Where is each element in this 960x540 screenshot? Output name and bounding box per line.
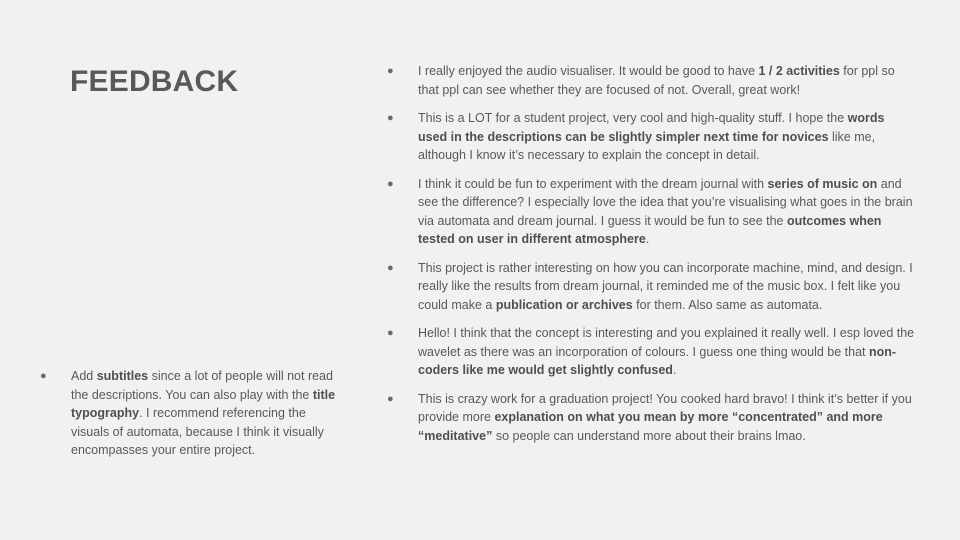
text-run: since a lot of people will not read the descriptions. You can also play with the (71, 369, 333, 402)
text-run: Hello! I think that the concept is interesting and you explained it really well. I esp loved the wavelet as there was an incorporation of colours. I guess one thing would be that (418, 326, 915, 359)
text-run: Add (71, 369, 97, 383)
text-run: . (645, 232, 650, 246)
text-run: so people can understand more about their brains lmao. (492, 428, 806, 443)
feedback-item (387, 324, 917, 380)
feedback-text (418, 62, 917, 99)
text-run-bold: explanation on what you mean by more “concentrated” and more “meditative” (418, 410, 883, 443)
feedback-text (418, 390, 917, 446)
text-run: for ppl so that ppl can see whether they are focused of not. Overall, great work! (418, 64, 895, 97)
feedback-item (387, 62, 917, 99)
feedback-item (387, 390, 917, 446)
bullet-icon: ● (40, 370, 47, 382)
feedback-text (418, 109, 917, 165)
text-run: This project is rather interesting on how you can incorporate machine, mind, and design. I really like the results from dream journal, it reminded me of the music box. I felt like you could make a (418, 260, 913, 312)
bullet-icon: ● (387, 392, 394, 405)
text-run-bold: non-coders like me would get slightly confused (418, 344, 897, 377)
text-run-bold: outcomes when tested on user in different atmosphere (418, 213, 882, 246)
text-run-bold: subtitles (96, 369, 149, 383)
text-run-bold: series of music on (767, 176, 878, 191)
bullet-icon: ● (387, 112, 394, 124)
left-feedback-item (40, 367, 340, 460)
feedback-text (418, 259, 917, 315)
bullet-icon: ● (387, 177, 394, 190)
feedback-item (387, 259, 917, 315)
feedback-item (387, 109, 917, 165)
text-run-bold: 1 / 2 activities (758, 64, 840, 78)
text-run: for them. Also same as automata. (632, 297, 823, 312)
text-run: I think it could be fun to experiment with the dream journal with (418, 176, 768, 191)
feedback-item (387, 175, 917, 249)
feedback-list (387, 62, 917, 455)
text-run: I really enjoyed the audio visualiser. It would be good to have (418, 64, 759, 78)
bullet-icon: ● (387, 327, 394, 339)
feedback-text (71, 367, 340, 460)
text-run-bold: title typography (71, 387, 336, 420)
text-run: This is crazy work for a graduation project! You cooked hard bravo! I think it’s better if you provide more (418, 391, 912, 424)
text-run: and see the difference? I especially love the idea that you’re visualising what goes in the brain via automata and dream journal. I guess it would be fun to see the (418, 176, 913, 228)
bullet-icon: ● (387, 65, 394, 77)
text-run-bold: publication or archives (495, 297, 633, 312)
bullet-icon: ● (387, 261, 394, 274)
text-run: . I recommend referencing the visuals of automata, because I think it visually encompasses your entire project. (71, 406, 324, 457)
text-run: like me, although I know it’s necessary to explain the concept in detail. (418, 129, 876, 162)
text-run-bold: words used in the descriptions can be slightly simpler next time for novices (418, 111, 885, 144)
slide-title: FEEDBACK (70, 65, 239, 98)
text-run: This is a LOT for a student project, very cool and high-quality stuff. I hope the (418, 111, 848, 125)
feedback-text (418, 175, 917, 249)
text-run: . (672, 363, 677, 377)
feedback-text (418, 324, 917, 380)
